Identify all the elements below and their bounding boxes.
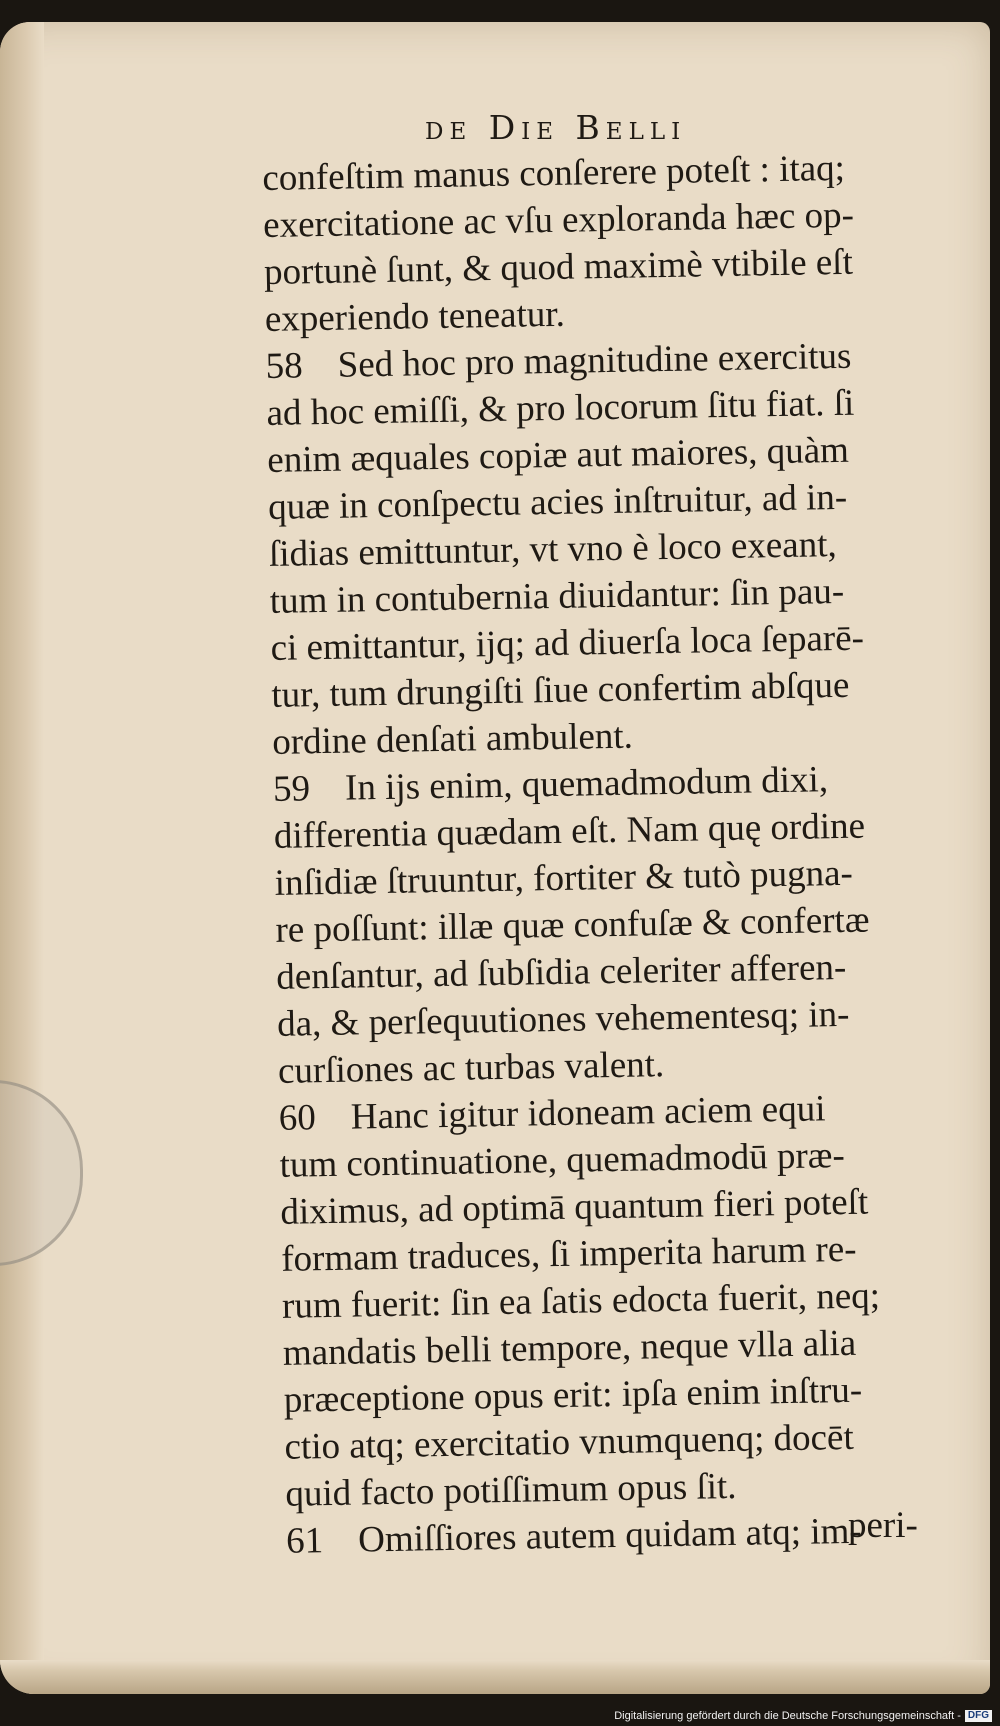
text-line: ci emittantur, ijq; ad diuerſa loca ſeparē- <box>270 617 865 669</box>
text-line: quæ in conſpectu acies inſtruitur, ad in- <box>267 476 848 528</box>
text-line: confeſtim manus conſerere poteſt : itaq; <box>262 147 846 199</box>
text-line: curſiones ac turbas valent. <box>277 1044 665 1092</box>
text-line: ordine denſati ambulent. <box>271 715 634 763</box>
text-line: ſidias emittuntur, vt vno è loco exeant, <box>268 524 838 575</box>
text-line: formam traduces, ſi imperita harum re- <box>280 1228 857 1280</box>
running-head: de Die Belli <box>425 108 687 147</box>
paragraph-number: 60 <box>278 1097 317 1139</box>
paragraph-number: 61 <box>285 1520 324 1562</box>
text-line: tum continuatione, quemadmodū præ- <box>279 1134 846 1186</box>
dfg-logo: DFG <box>965 1710 992 1722</box>
text-line: differentia quædam eſt. Nam quę ordine <box>273 805 866 857</box>
catchword: peri- <box>848 1505 918 1546</box>
page-bottom-edge <box>0 1660 990 1694</box>
page-gutter-edge <box>0 22 44 1694</box>
text-line: ad hoc emiſſi, & pro locorum ſitu fiat. ſi <box>266 382 855 434</box>
text-line: tum in contubernia diuidantur: ſin pau- <box>269 570 845 622</box>
text-line: mandatis belli tempore, neque vlla alia <box>282 1322 857 1374</box>
text-line: enim æquales copiæ aut maiores, quàm <box>266 429 850 481</box>
text-line: rum fuerit: ſin ea ſatis edocta fuerit, neq; <box>281 1275 881 1327</box>
text-line: da, & perſequutiones vehementesq; in- <box>276 993 850 1045</box>
footer-credit <box>614 1710 992 1722</box>
text-line: portunè ſunt, & quod maximè vtibile eſt <box>263 241 854 293</box>
text-line: Sed hoc pro magnitudine exercitus <box>337 335 852 386</box>
text-line: Omiſſiores autem quidam atq; im- <box>357 1510 862 1561</box>
footer-text: Digitalisierung gefördert durch die Deutsche Forschungsgemeinschaft - <box>614 1710 961 1722</box>
book-page <box>0 22 990 1694</box>
text-line: diximus, ad optimā quantum fieri poteſt <box>280 1181 869 1233</box>
paragraph-number: 59 <box>272 768 311 810</box>
text-line: inſidiæ ſtruuntur, fortiter & tutò pugna- <box>274 852 854 904</box>
body-text <box>262 143 977 1565</box>
text-line: Hanc igitur idoneam aciem equi <box>350 1088 826 1138</box>
text-line: denſantur, ad ſubſidia celeriter afferen- <box>275 946 847 998</box>
text-line: experiendo teneatur. <box>264 293 566 340</box>
text-line: re poſſunt: illæ quæ confuſæ & confertæ <box>275 899 870 951</box>
paragraph-number: 58 <box>265 345 304 387</box>
text-line: tur, tum drungiſti ſiue confertim abſque <box>271 664 850 716</box>
text-line: præceptione opus erit: ipſa enim inſtru- <box>283 1369 863 1421</box>
text-line: ctio atq; exercitatio vnumquenq; docēt <box>284 1416 855 1468</box>
text-line: exercitatione ac vſu exploranda hæc op- <box>262 194 855 246</box>
page-clip <box>0 1080 83 1266</box>
text-line: quid facto potiſſimum opus ſit. <box>285 1465 737 1515</box>
text-line: In ijs enim, quemadmodum dixi, <box>344 759 829 809</box>
